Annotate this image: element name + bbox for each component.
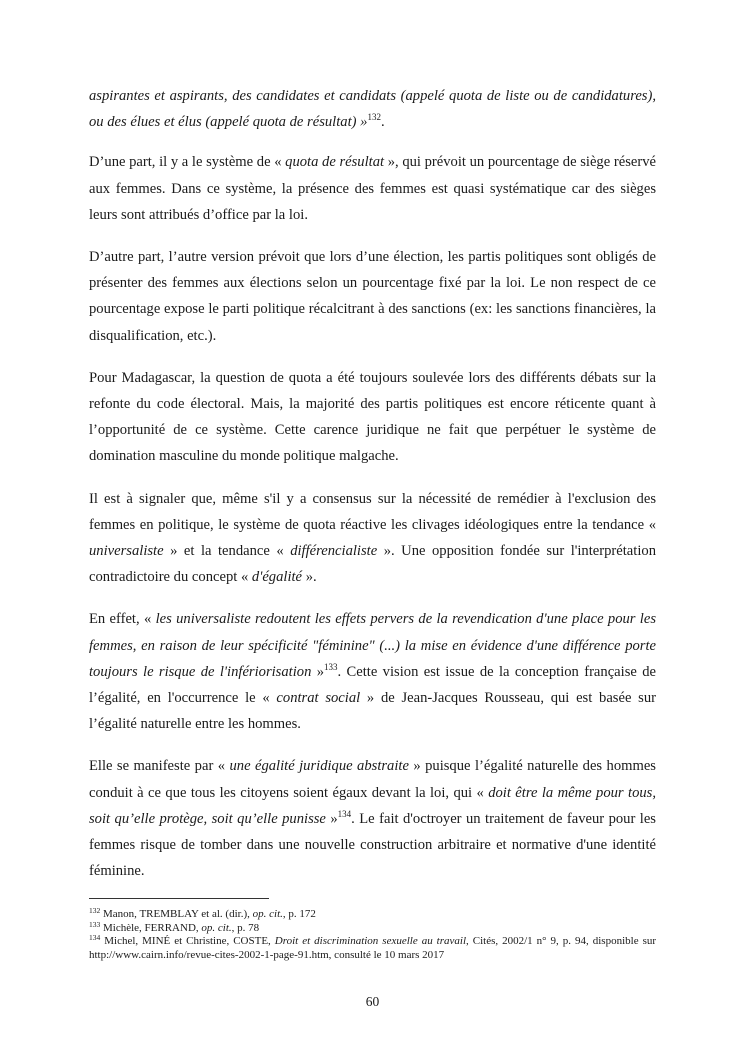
footnote-133: $^{133}$ Michèle, FERRAND, op. cit., p. 78 bbox=[89, 919, 260, 934]
page-body bbox=[89, 83, 656, 900]
paragraph-universalistes: En effet, « les universaliste redoutent les effets pervers de la revendication d'une place pour les femmes, en raison de leur spécificité "féminine" (...) la mise en évidence d'une différence porte toujours le risque de l'infériorisation »$^{133}$. Cette vision est issue de la conception française de l’égalité, en l'occurrence le « contrat social » de Jean-Jacques Rousseau, qui est basée sur l’égalité naturelle entre les hommes. bbox=[89, 611, 657, 733]
paragraph-madagascar: Pour Madagascar, la question de quota a été toujours soulevée lors des différents débats sur la refonte du code électoral. Mais, la majorité des partis politiques est encore réticente quant à l’opportunité de ce système. Cette carence juridique ne fait que perpétuer le système de domination masculine du monde politique malgache. bbox=[89, 369, 656, 465]
paragraph-clivages: Il est à signaler que, même s'il y a consensus sur la nécessité de remédier à l'exclusion des femmes en politique, le système de quota réactive les clivages idéologiques entre la tendance « universaliste » et la tendance « différencialiste ». Une opposition fondée sur l'interprétation contradictoire du concept « d'égalité ». bbox=[89, 490, 656, 586]
page-number: 60 bbox=[365, 994, 380, 1009]
footnote-ref-134[interactable]: 134 bbox=[337, 808, 352, 819]
footnote-134: $^{134}$ Michel, MINÉ et Christine, COSTE, Droit et discrimination sexuelle au travail, Cités, 2002/1 n° 9, p. 94, disponible sur http://www.cairn.info/revue-cites-2002-1-page-91.htm, consulté le 10 mars 2017 bbox=[89, 933, 657, 961]
footnote-separator bbox=[89, 898, 269, 899]
paragraph-egalite-juridique: Elle se manifeste par « une égalité juridique abstraite » puisque l’égalité naturelle des hommes conduit à ce que tous les citoyens soient égaux devant la loi, qui « doit être la même pour tous, soit qu’elle protège, soit qu’elle punisse »$^{134}$. Le fait d'octroyer un traitement de faveur pour les femmes risque de tomber dans une nouvelle construction arbitraire et normative d'une identité féminine. bbox=[89, 758, 656, 880]
footnotes bbox=[89, 898, 656, 962]
paragraph-quota-liste: D’autre part, l’autre version prévoit que lors d’une élection, les partis politiques sont obligés de présenter des femmes aux élections selon un pourcentage fixé par la loi. Le non respect de ce pourcentage expose le parti politique récalcitrant à des sanctions (ex: les sanctions financières, la disqualification, etc.). bbox=[89, 249, 656, 344]
footnote-ref-133[interactable]: 133 bbox=[324, 661, 338, 672]
footnote-ref-132[interactable]: 132 bbox=[367, 112, 381, 123]
footnote-132: $^{132}$ Manon, TREMBLAY et al. (dir.), op. cit., p. 172 bbox=[89, 906, 316, 920]
paragraph-quota-types-end: aspirantes et aspirants, des candidates et candidats (appelé quota de liste ou de candidatures), ou des élues et élus (appelé quota de résultat) »$^{132}$. bbox=[89, 88, 656, 131]
paragraph-quota-resultat: D’une part, il y a le système de « quota de résultat », qui prévoit un pourcentage de siège réservé aux femmes. Dans ce système, la présence des femmes est quasi systématique car des sièges leurs sont attribués d’office par la loi. bbox=[89, 154, 656, 223]
